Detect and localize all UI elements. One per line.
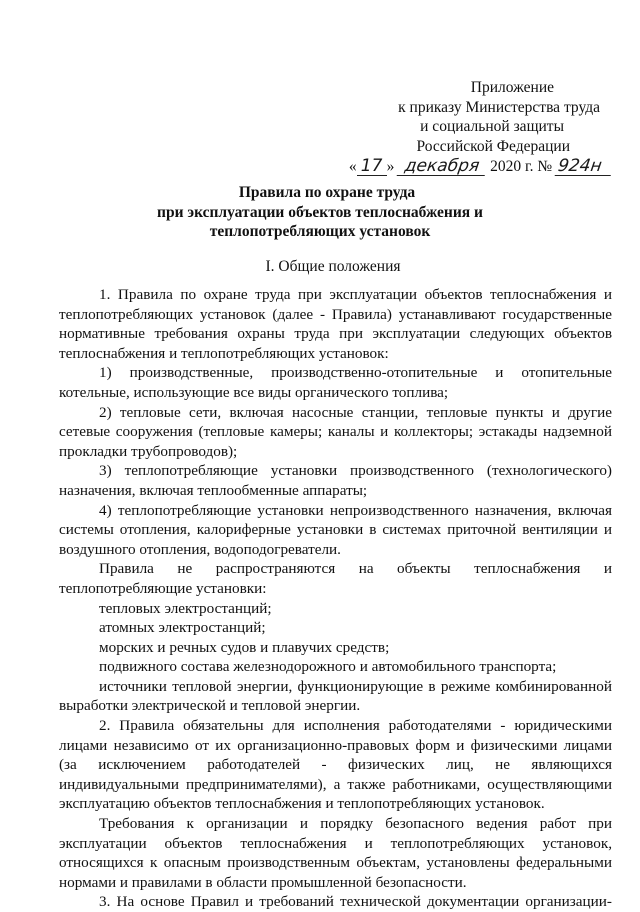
exclusion-item-1: тепловых электростанций; [99, 599, 272, 617]
date-day-handwritten: 17 [357, 157, 387, 176]
exclusion-item-4: подвижного состава железнодорожного и автомобильного транспорта; [99, 658, 557, 676]
appendix-ministry-line: и социальной защиты [420, 118, 564, 135]
date-month-handwritten: декабря [397, 157, 488, 176]
appendix-order-ref: к приказу Министерства труда [398, 98, 600, 116]
paragraph-2-requirements: Требования к организации и порядку безопасного ведения работ при эксплуатации объектов теплоснабжения и теплопотребляющих установок, относящихся к опасным производственным объектам, установлены федеральными нормами и правилами в области промышленной безопасности. [59, 815, 612, 891]
list-item-4: 4) теплопотребляющие установки непроизводственного назначения, включая системы отопления, калориферные установки в системах приточной вентиляции и воздушного отопления, водоподогреватели. [59, 501, 612, 558]
order-number-handwritten: 924н [555, 157, 614, 176]
exclusion-item-5: источники тепловой энергии, функционирующие в режиме комбинированной выработки электрической и тепловой энергии. [59, 677, 612, 715]
paragraph-3: 3. На основе Правил и требований технической документации организации- [99, 893, 612, 911]
exclusions-intro: Правила не распространяются на объекты теплоснабжения и теплопотребляющие установки: [59, 560, 612, 597]
document-body [59, 285, 612, 912]
appendix-title: Приложение [470, 79, 554, 96]
date-year-label: 2020 г. № [490, 158, 553, 175]
exclusion-item-2: атомных электростанций; [99, 619, 266, 637]
paragraph-1: 1. Правила по охране труда при эксплуатации объектов теплоснабжения и теплопотребляющих установок (далее - Правила) устанавливают государственные нормативные требования охраны труда при эксплуатации следующих объектов теплоснабжения и теплопотребляющих установок: [59, 286, 612, 362]
appendix-country-line: Российской Федерации [416, 137, 570, 155]
document-title [0, 183, 640, 242]
paragraph-2: 2. Правила обязательны для исполнения работодателями - юридическими лицами независимо от их организационно-правовых форм и физическими лицами (за исключением работодателей - физических лиц, не являющихся индивидуальными предпринимателями), а также работниками, осуществляющими эксплуатацию объектов теплоснабжения и теплопотребляющих установок. [59, 717, 612, 813]
date-close-quote: » [386, 158, 395, 175]
list-item-3: 3) теплопотребляющие установки производственного (технологического) назначения, включая теплообменные аппараты; [59, 462, 612, 499]
appendix-header [312, 78, 612, 181]
title-line-2: при эксплуатации объектов теплоснабжения и [157, 203, 483, 221]
title-line-3: теплопотребляющих установок [209, 223, 431, 240]
order-date-line [312, 157, 612, 181]
exclusion-item-3: морских и речных судов и плавучих средств; [99, 638, 390, 656]
list-item-2: 2) тепловые сети, включая насосные станции, тепловые пункты и другие сетевые сооружения (тепловые камеры; каналы и коллекторы; эстакады надземной прокладки трубопроводов); [59, 403, 612, 460]
list-item-1: 1) производственные, производственно-отопительные и отопительные котельные, использующие все виды органического топлива; [59, 364, 612, 401]
title-line-1: Правила по охране труда [238, 184, 416, 201]
section-heading: I. Общие положения [265, 258, 401, 275]
date-open-quote: « [348, 158, 357, 175]
